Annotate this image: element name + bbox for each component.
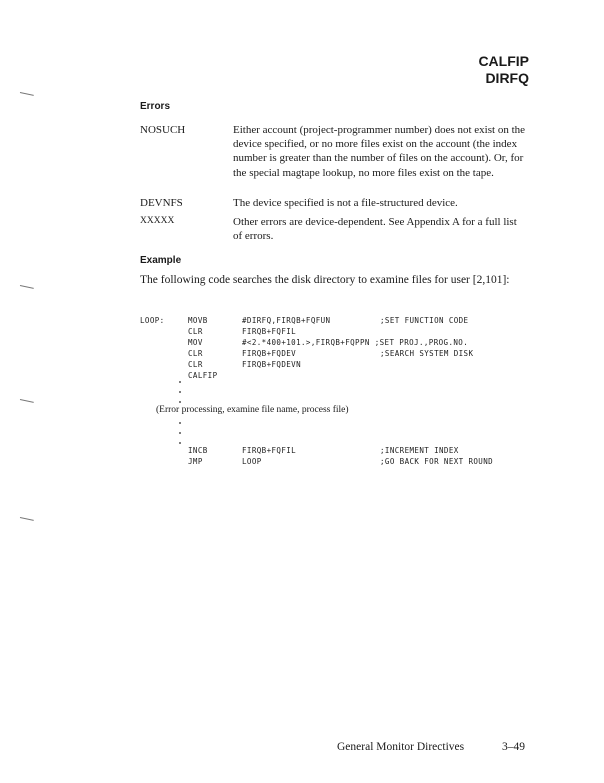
- code-operand: FIRQB+FQDEVN: [242, 360, 301, 369]
- code-label: LOOP:: [140, 316, 165, 325]
- code-comment: ;SEARCH SYSTEM DISK: [380, 349, 474, 358]
- ellipsis-dot: [179, 422, 181, 424]
- code-opcode: MOVB: [188, 316, 208, 325]
- error-description: Other errors are device-dependent. See Appendix A for a full list of errors.: [233, 216, 517, 243]
- error-code: XXXXX: [140, 216, 175, 226]
- code-line: [140, 349, 474, 360]
- code-opcode: CLR: [188, 349, 203, 358]
- ellipsis-dot: [179, 391, 181, 393]
- code-line: [140, 338, 469, 349]
- code-operand: #<2.*400+101.>,FIRQB+FQPPN ;SET PROJ.,PROG.NO.: [242, 338, 469, 347]
- code-operand: FIRQB+FQDEV: [242, 349, 297, 358]
- code-operand: LOOP: [242, 457, 262, 466]
- code-opcode: MOV: [188, 338, 203, 347]
- code-operand: FIRQB+FQFIL: [242, 446, 297, 455]
- code-line: [140, 360, 301, 371]
- code-note: (Error processing, examine file name, process file): [156, 405, 349, 415]
- header-line-1: CALFIP: [478, 53, 529, 69]
- binding-mark: [20, 517, 34, 521]
- page-number: 3–49: [502, 741, 525, 753]
- code-line: [140, 316, 469, 327]
- ellipsis-dot: [179, 442, 181, 444]
- page-header: [478, 53, 529, 87]
- error-description: The device specified is not a file-structured device.: [233, 197, 458, 209]
- code-comment: ;INCREMENT INDEX: [380, 446, 459, 455]
- code-opcode: CALFIP: [188, 371, 218, 380]
- error-code: DEVNFS: [140, 197, 183, 209]
- errors-heading: Errors: [140, 101, 171, 112]
- binding-mark: [20, 399, 34, 403]
- code-line: [140, 446, 459, 457]
- code-opcode: CLR: [188, 360, 203, 369]
- code-line: [140, 371, 218, 382]
- ellipsis-dot: [179, 381, 181, 383]
- binding-mark: [20, 92, 34, 96]
- binding-mark: [20, 285, 34, 289]
- code-operand: FIRQB+FQFIL: [242, 327, 297, 336]
- ellipsis-dot: [179, 432, 181, 434]
- code-comment: ;GO BACK FOR NEXT ROUND: [380, 457, 494, 466]
- ellipsis-dot: [179, 401, 181, 403]
- code-line: [140, 327, 297, 338]
- code-opcode: INCB: [188, 446, 208, 455]
- error-description: Either account (project-programmer number) does not exist on the device specified, or no more files exist on the account (the index number is greater than the number of files on the account). Or, for the special magtape lookup, no more files exist on the tape.: [233, 124, 526, 179]
- code-comment: ;SET FUNCTION CODE: [380, 316, 469, 325]
- code-operand: #DIRFQ,FIRQB+FQFUN: [242, 316, 331, 325]
- code-opcode: JMP: [188, 457, 203, 466]
- example-intro: The following code searches the disk directory to examine files for user [2,101]:: [140, 274, 510, 286]
- code-opcode: CLR: [188, 327, 203, 336]
- header-line-2: DIRFQ: [485, 70, 529, 86]
- code-line: [140, 457, 494, 468]
- error-code: NOSUCH: [140, 124, 186, 136]
- example-heading: Example: [140, 255, 182, 266]
- footer-title: General Monitor Directives: [337, 741, 465, 753]
